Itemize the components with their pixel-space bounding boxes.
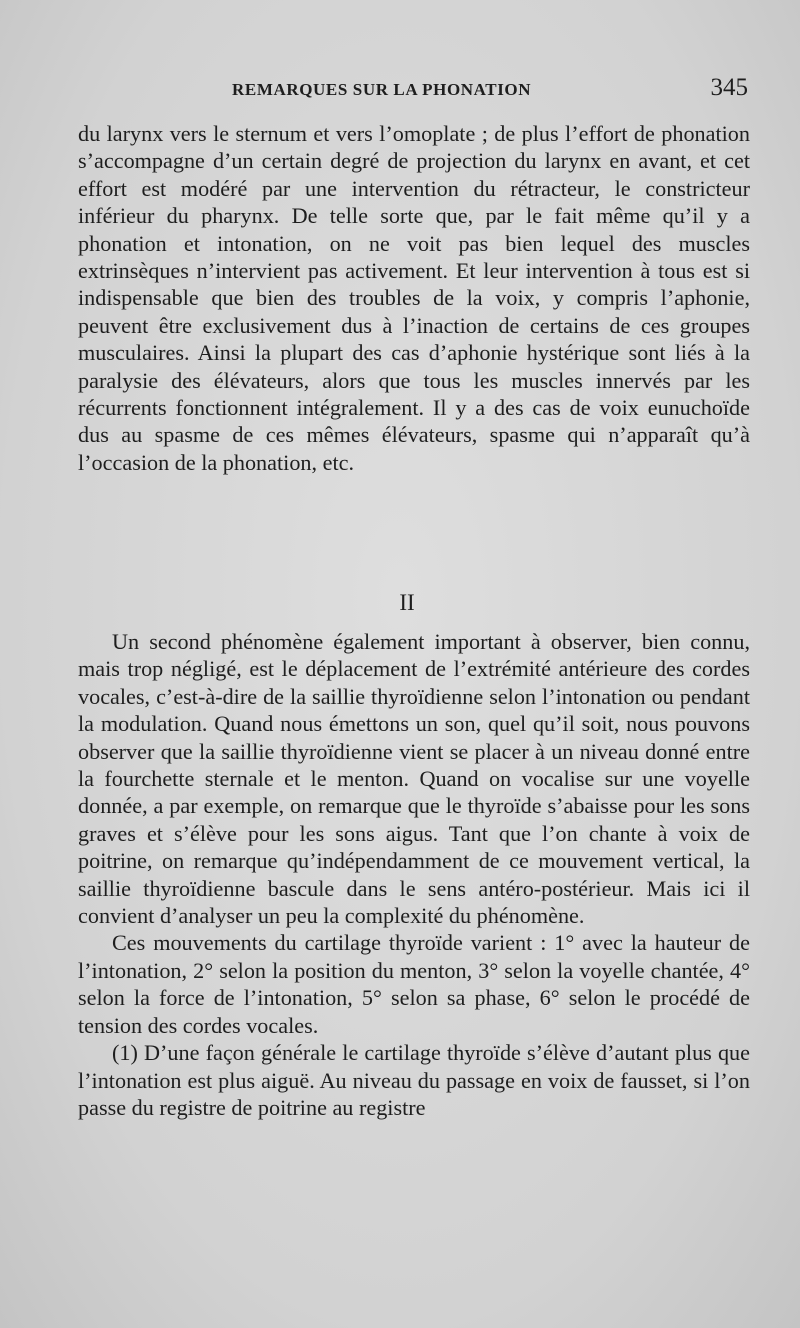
running-title: REMARQUES SUR LA PHONATION	[232, 80, 532, 99]
section-number	[0, 590, 800, 616]
section-number-label: II	[399, 590, 415, 615]
paragraph-3: Ces mouvements du cartilage thyroïde varient : 1° avec la hauteur de l’intonation, 2° selon la position du menton, 3° selon la voyelle chantée, 4° selon la force de l’intonation, 5° selon sa phase, 6° selon le procédé de tension des cordes vocales.	[78, 930, 750, 1038]
paragraph-4: (1) D’une façon générale le cartilage thyroïde s’élève d’autant plus que l’intonation est plus aiguë. Au niveau du passage en voix de fausset, si l’on passe du registre de poitrine au registre	[78, 1040, 750, 1120]
paragraph-2: Un second phénomène également important à observer, bien connu, mais trop négligé, est le déplacement de l’extrémité antérieure des cordes vocales, c’est-à-dire de la saillie thyroïdienne selon l’intonation ou pendant la modulation. Quand nous émettons un son, quel qu’il soit, nous pouvons observer que la saillie thyroïdienne vient se placer à un niveau donné entre la fourchette sternale et le menton. Quand on vocalise sur une voyelle donnée, a par exemple, on remarque que le thyroïde s’abaisse pour les sons graves et s’élève pour les sons aigus. Tant que l’on chante à voix de poitrine, on remarque qu’indépendamment de ce mouvement vertical, la saillie thyroïdienne bascule dans le sens antéro-postérieur. Mais ici il convient d’analyser un peu la complexité du phénomène.	[78, 629, 750, 929]
text-block-top	[78, 120, 750, 476]
page-number: 345	[710, 74, 748, 101]
page-header	[0, 74, 800, 106]
paragraph-1: du larynx vers le sternum et vers l’omoplate ; de plus l’effort de phonation s’accompagne d’un certain degré de projection du larynx en avant, et cet effort est modéré par une intervention du rétracteur, le constricteur inférieur du pharynx. De telle sorte que, par le fait même qu’il y a phonation et intonation, on ne voit pas bien lequel des muscles extrinsèques n’intervient pas activement. Et leur intervention à tous est si indispensable que bien des troubles de la voix, y compris l’aphonie, peuvent être exclusivement dus à l’inaction de certains de ces groupes musculaires. Ainsi la plupart des cas d’aphonie hystérique sont liés à la paralysie des élévateurs, alors que tous les muscles innervés par les récurrents fonctionnent intégralement. Il y a des cas de voix eunuchoïde dus au spasme de ces mêmes élévateurs, spasme qui n’apparaît qu’à l’occasion de la phonation, etc.	[78, 121, 750, 475]
text-block-bottom	[78, 628, 750, 1121]
